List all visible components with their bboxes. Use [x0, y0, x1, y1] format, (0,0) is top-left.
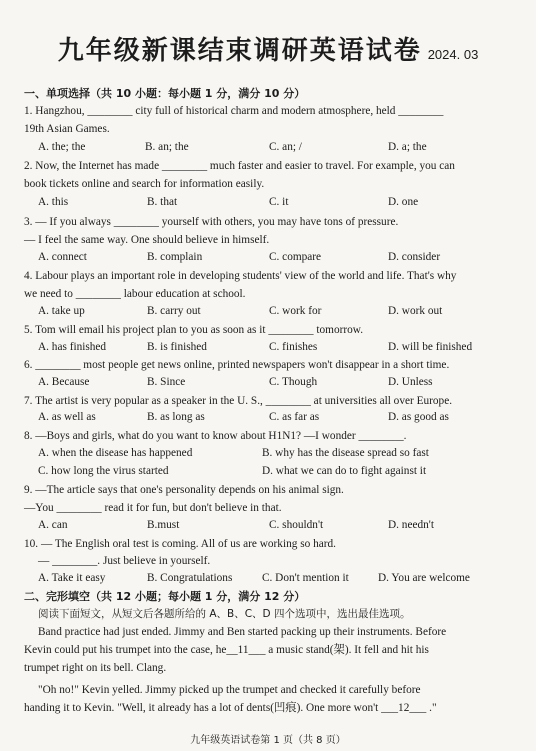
option-d: D. a; the	[388, 141, 427, 153]
option-d: D. You are welcome	[378, 572, 470, 584]
header	[0, 30, 536, 67]
question-2-options	[38, 196, 514, 210]
question-6-stem: 6. ________ most people get news online, printed newspapers won't disappear in a short time.	[24, 359, 450, 371]
option-b: B. is finished	[147, 341, 207, 353]
option-d: D. work out	[388, 305, 443, 317]
option-c: C. how long the virus started	[38, 465, 169, 477]
option-c: C. work for	[269, 305, 322, 317]
passage-line: "Oh no!" Kevin yelled. Jimmy picked up the trumpet and checked it carefully before	[38, 684, 421, 696]
option-d: D. will be finished	[388, 341, 473, 353]
question-1-stem: 1. Hangzhou, ________ city full of historical charm and modern atmosphere, held ________	[24, 105, 444, 117]
option-a: A. can	[38, 519, 68, 531]
question-1-stem-cont: 19th Asian Games.	[24, 123, 110, 135]
option-c: C. an; /	[269, 141, 302, 153]
option-a: A. has finished	[38, 341, 107, 353]
passage-line: handing it to Kevin. "Well, it already has a lot of dents(凹痕). One more won't ___12___ ."	[24, 702, 437, 714]
question-1-options	[38, 141, 514, 155]
question-10-stem: 10. — The English oral test is coming. All of us are working so hard.	[24, 538, 336, 550]
option-d: D. as good as	[388, 411, 449, 423]
option-c: C. as far as	[269, 411, 320, 423]
passage-line: Kevin could put his trumpet into the case, he__11___ a music stand(架). It fell and hit his	[24, 644, 429, 656]
option-a: A. as well as	[38, 411, 96, 423]
question-7-options	[38, 411, 514, 425]
option-b: B.must	[147, 519, 180, 531]
question-5-stem: 5. Tom will email his project plan to you as soon as it ________ tomorrow.	[24, 324, 364, 336]
question-8-stem: 8. —Boys and girls, what do you want to know about H1N1? —I wonder ________.	[24, 430, 407, 442]
option-c: C. Though	[269, 376, 318, 388]
option-b: B. Since	[147, 376, 186, 388]
question-8-options-row1	[38, 447, 514, 461]
question-9-reply: —You ________ read it for fun, but don't believe in that.	[24, 502, 282, 514]
section-heading-1: 一、单项选择（共 10 小题：每小题 1 分，满分 10 分）	[24, 87, 306, 100]
option-c: C. finishes	[269, 341, 318, 353]
option-d: D. needn't	[388, 519, 434, 531]
page-title: 九年级新课结束调研英语试卷	[57, 36, 422, 65]
question-4-stem-cont: we need to ________ labour education at school.	[24, 288, 246, 300]
question-10-options	[38, 572, 514, 586]
question-10-reply: — ________. Just believe in yourself.	[38, 555, 211, 567]
option-d: D. one	[388, 196, 419, 208]
option-c: C. compare	[269, 251, 322, 263]
option-b: B. an; the	[145, 141, 189, 153]
option-a: A. the; the	[38, 141, 86, 153]
option-a: A. Because	[38, 376, 90, 388]
option-b: B. carry out	[147, 305, 201, 317]
cloze-instruction: 阅读下面短文，从短文后各题所给的 A、B、C、D 四个选项中，选出最佳选项。	[38, 608, 411, 620]
option-c: C. shouldn't	[269, 519, 324, 531]
exam-date: 2024. 03	[427, 47, 479, 62]
question-9-stem: 9. —The article says that one's personality depends on his animal sign.	[24, 484, 344, 496]
option-b: B. complain	[147, 251, 203, 263]
option-b: B. why has the disease spread so fast	[262, 447, 429, 459]
question-6-options	[38, 376, 514, 390]
option-a: A. when the disease has happened	[38, 447, 193, 459]
option-b: B. Congratulations	[147, 572, 233, 584]
question-4-options	[38, 305, 514, 319]
question-3-options	[38, 251, 514, 265]
question-9-options	[38, 519, 514, 533]
question-3-stem: 3. — If you always ________ yourself with others, you may have tons of pressure.	[24, 216, 399, 228]
option-c: C. it	[269, 196, 289, 208]
section-heading-2: 二、完形填空（共 12 小题；每小题 1 分，满分 12 分）	[24, 590, 306, 603]
question-7-stem: 7. The artist is very popular as a speaker in the U. S., ________ at universities all over Europe.	[24, 395, 453, 407]
option-b: B. that	[147, 196, 178, 208]
option-d: D. what we can do to fight against it	[262, 465, 427, 477]
passage-line: trumpet right on its bell. Clang.	[24, 662, 167, 674]
page-footer: 九年级英语试卷第 1 页（共 8 页）	[190, 735, 346, 746]
question-3-reply: — I feel the same way. One should believe in himself.	[24, 234, 270, 246]
option-c: C. Don't mention it	[262, 572, 349, 584]
option-d: D. Unless	[388, 376, 433, 388]
question-2-stem: 2. Now, the Internet has made ________ much faster and easier to travel. For example, you can	[24, 160, 455, 172]
option-b: B. as long as	[147, 411, 205, 423]
option-a: A. connect	[38, 251, 87, 263]
question-4-stem: 4. Labour plays an important role in developing students' view of the world and life. That's why	[24, 270, 457, 282]
option-a: A. take up	[38, 305, 85, 317]
option-a: A. this	[38, 196, 69, 208]
question-8-options-row2	[38, 465, 514, 479]
question-2-stem-cont: book tickets online and search for information easily.	[24, 178, 265, 190]
passage-line: Band practice had just ended. Jimmy and Ben started packing up their instruments. Before	[38, 626, 447, 638]
option-a: A. Take it easy	[38, 572, 106, 584]
option-d: D. consider	[388, 251, 441, 263]
question-5-options	[38, 341, 514, 355]
